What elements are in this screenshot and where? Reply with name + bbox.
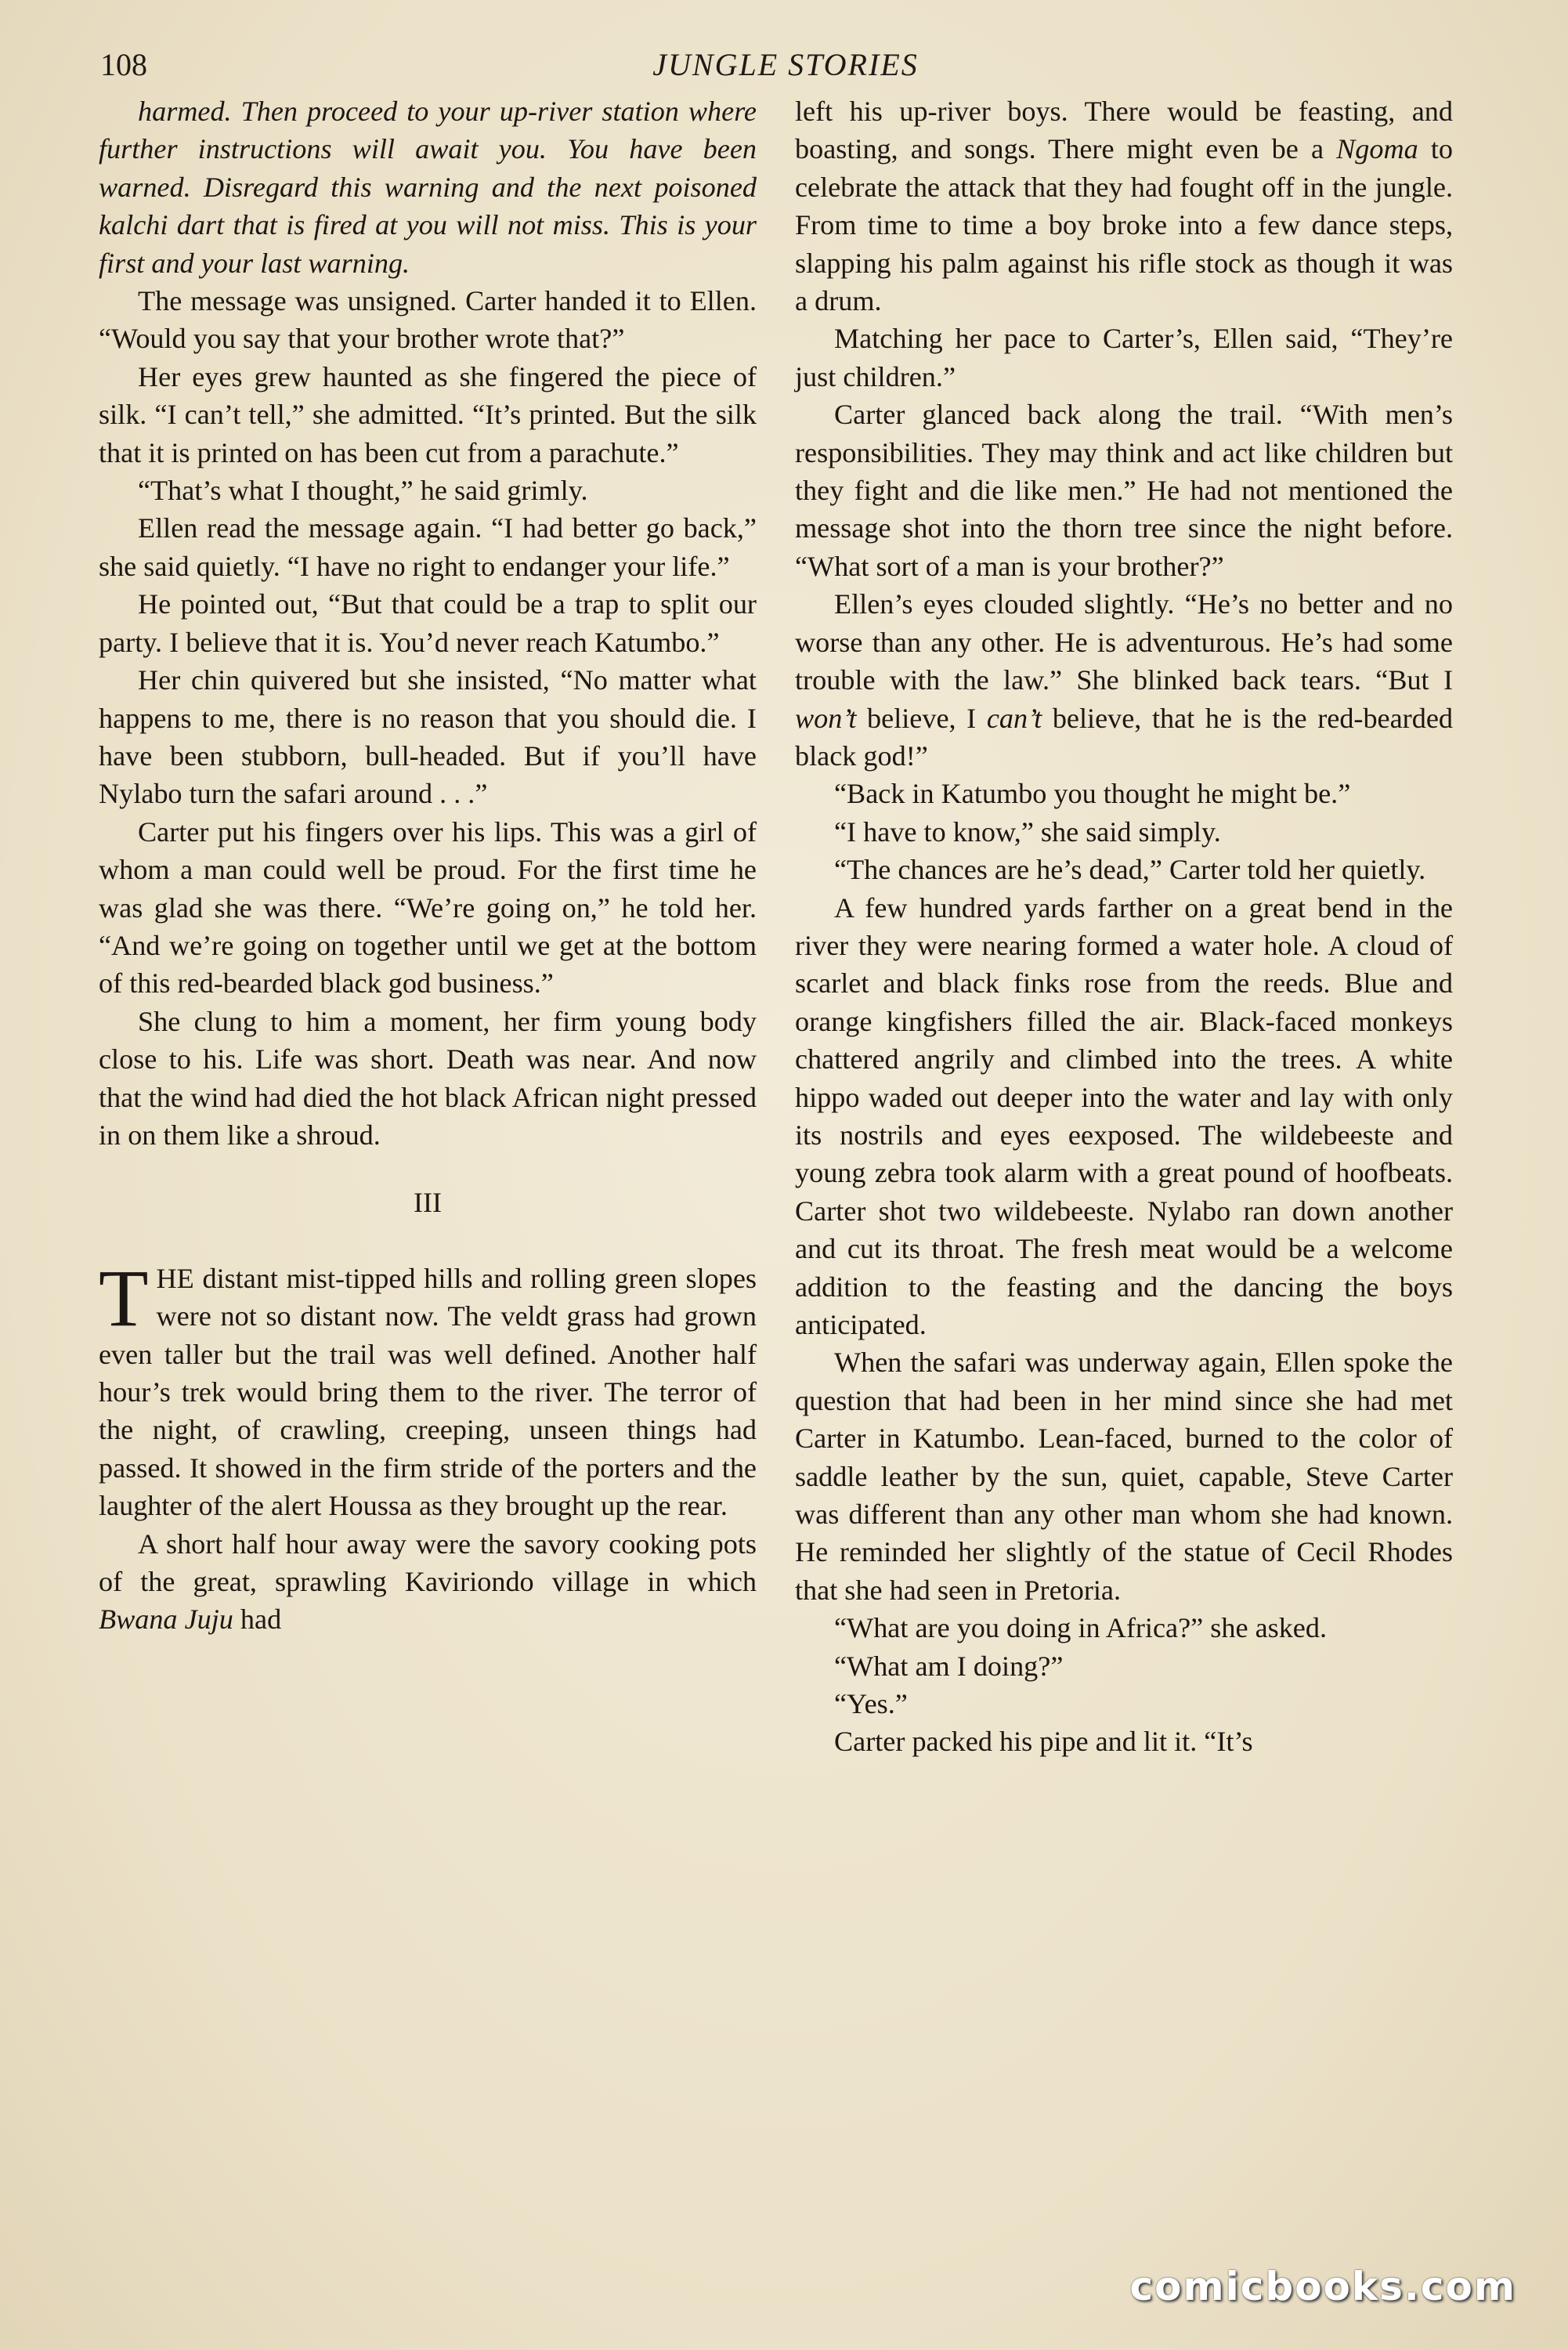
paragraph: Her chin quivered but she insisted, “No matter what happens to me, there is no reason that you should die. I have been stubborn, bull-headed. But if you’ll have Nylabo turn the safari around . . .”	[99, 664, 757, 810]
paragraph: Carter packed his pipe and lit it. “It’s	[834, 1726, 1253, 1758]
warning-letter: harmed. Then proceed to your up-river station where further instructions will await you. You have been warned. Disregard this warning and the next poisoned kalchi dart that is fired at you will not miss. This is your first and your last warning.	[99, 96, 757, 279]
paragraph: “Yes.”	[834, 1688, 908, 1720]
paragraph: “What are you doing in Africa?” she asked.	[834, 1612, 1328, 1644]
drop-cap: T	[99, 1253, 149, 1343]
paragraph: Her eyes grew haunted as she fingered the piece of silk. “I can’t tell,” she admitted. “It’s printed. But the silk that it is printed on has been cut from a parachute.”	[99, 360, 757, 468]
paragraph: She clung to him a moment, her firm young body close to his. Life was short. Death was near. And now that the wind had died the hot black African night pressed in on them like a shroud.	[99, 1005, 757, 1151]
right-column	[795, 92, 1453, 1761]
italic-name: Bwana Juju	[99, 1603, 233, 1636]
page-header	[100, 38, 1471, 92]
left-column	[99, 92, 757, 1639]
section-opening-paragraph	[99, 1253, 757, 1525]
paragraph: “Back in Katumbo you thought he might be.”	[834, 778, 1351, 810]
running-title: JUNGLE STORIES	[652, 47, 919, 82]
page-number: 108	[100, 47, 147, 82]
paragraph: He pointed out, “But that could be a trap to split our party. I believe that it is. You’d never reach Katumbo.”	[99, 588, 757, 658]
paragraph: left his up-river boys. There would be feasting, and boasting, and songs. There might even be a Ngoma to celebrate the attack that they had fought off in the jungle. From time to time a boy broke into a few dance steps, slapping his palm against his rifle stock as though it was a drum.	[795, 96, 1453, 317]
paragraph: “I have to know,” she said simply.	[834, 815, 1221, 848]
paragraph: A short half hour away were the savory cooking pots of the great, sprawling Kaviriondo village in which Bwana Juju had	[99, 1528, 757, 1636]
paragraph: Matching her pace to Carter’s, Ellen said, “They’re just children.”	[795, 323, 1453, 392]
paragraph: “The chances are he’s dead,” Carter told her quietly.	[834, 854, 1426, 886]
italic-term: Ngoma	[1336, 133, 1418, 165]
site-watermark: comicbooks.com	[1129, 2264, 1516, 2309]
paragraph: A few hundred yards farther on a great bend in the river they were nearing formed a water hole. A cloud of scarlet and black finks rose from the reeds. Blue and orange kingfishers filled the air. Black-faced monkeys chattered angrily and climbed into the trees. A white hippo waded out deeper into the water and lay with only its nostrils and eyes eexposed. The wildebeeste and young zebra took alarm with a great pound of hoofbeats. Carter shot two wildebeeste. Nylabo ran down another and cut its throat. The fresh meat would be a welcome addition to the feasting and the dancing the boys anticipated.	[795, 891, 1453, 1340]
paragraph: When the safari was underway again, Ellen spoke the question that had been in her mind since she had met Carter in Katumbo. Lean-faced, burned to the color of saddle leather by the sun, quiet, capable, Steve Carter was different than any other man whom she had known. He reminded her slightly of the statue of Cecil Rhodes that she had seen in Pretoria.	[795, 1347, 1453, 1606]
paragraph: “What am I doing?”	[834, 1650, 1064, 1682]
paragraph: Ellen’s eyes clouded slightly. “He’s no better and no worse than any other. He is adventurous. He’s had some trouble with the law.” She blinked back tears. “But I won’t believe, I can’t believe, that he is the red-bearded black god!”	[795, 588, 1453, 772]
paragraph: “That’s what I thought,” he said grimly.	[138, 475, 588, 507]
paragraph: Ellen read the message again. “I had better go back,” she said quietly. “I have no right to endanger your life.”	[99, 512, 757, 582]
section-number: III	[414, 1187, 442, 1219]
section-opening-text: HE distant mist-tipped hills and rolling green slopes were not so distant now. The veldt grass had grown even taller but the trail was well defined. Another half hour’s trek would bring them to the river. The terror of the night, of crawling, creeping, unseen things had passed. It showed in the firm stride of the porters and the laughter of the alert Houssa as they brought up the rear.	[99, 1262, 757, 1522]
paragraph: Carter glanced back along the trail. “With men’s responsibilities. They may think and act like children but they fight and die like men.” He had not mentioned the message shot into the thorn tree since the night before. “What sort of a man is your brother?”	[795, 399, 1453, 582]
paragraph: The message was unsigned. Carter handed it to Ellen. “Would you say that your brother wrote that?”	[99, 285, 757, 355]
paragraph: Carter put his fingers over his lips. This was a girl of whom a man could well be proud. For the first time he was glad she was there. “We’re going on,” he told her. “And we’re going on together until we get at the bottom of this red-bearded black god business.”	[99, 815, 757, 1000]
